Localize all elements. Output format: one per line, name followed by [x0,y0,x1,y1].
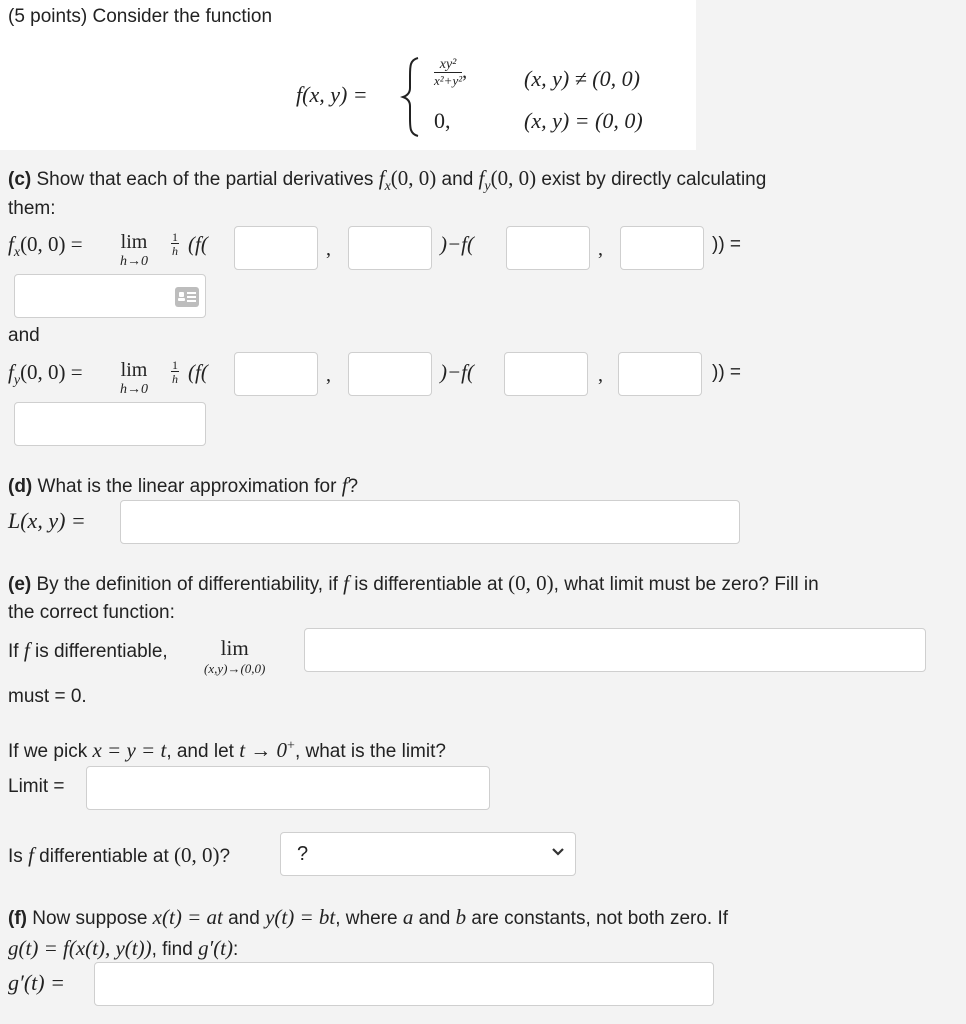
fy-result-input[interactable] [14,402,206,446]
is-differentiable-question: Is f differentiable at (0, 0)? [8,843,231,867]
fy-open: (f( [188,360,208,384]
part-c-prompt: (c) Show that each of the partial derivatives $f_x(0$, 0) and $f_y(0$, 0) exist by directly calculating [8,166,767,194]
case1-condition: (x, y) ≠ (0, 0) [524,66,640,91]
fy-comma-1: , [326,364,331,386]
fx-result-input[interactable] [14,274,206,318]
fx-one-over-h: $\frac{1}{h}$ [172,230,178,258]
g-prime-lhs: g′(t) = [8,970,65,995]
contact-card-icon[interactable] [175,287,199,307]
left-brace-icon [400,56,424,138]
fx-lhs: $f_x(0$, 0) = [8,232,83,261]
case2-condition: (x, y) = (0, 0) [524,108,643,133]
part-e-prompt: (e) By the definition of differentiability, if f is differentiable at (0, 0), what limit must be zero? Fill in [8,571,819,595]
chevron-down-icon [551,845,565,859]
part-e-prompt-cont: the correct function: [8,602,175,623]
case2-value: 0, [434,108,451,133]
fx-comma-1: , [326,238,331,260]
question-header: (5 points) Consider the function [8,6,273,27]
fx-input-4[interactable] [620,226,704,270]
fx-close-eq: )) = [712,234,742,255]
linear-approx-lhs: L(x, y) = [8,508,86,533]
if-differentiable-text: If f is differentiable, [8,638,168,662]
fx-comma-2: , [598,238,603,260]
fx-limit: lim h→0 [120,231,148,269]
fx-input-3[interactable] [506,226,590,270]
fy-input-4[interactable] [618,352,702,396]
fy-lhs: $f_y(0$, 0) = [8,360,83,389]
fy-input-1[interactable] [234,352,318,396]
fy-comma-2: , [598,364,603,386]
part-f-prompt-cont: g(t) = f(x(t), y(t)), find g′(t): [8,936,239,960]
fy-close-eq: )) = [712,362,742,383]
diff-function-input[interactable] [304,628,926,672]
fy-input-2[interactable] [348,352,432,396]
fx-input-1[interactable] [234,226,318,270]
differentiable-select[interactable]: ? [280,832,576,876]
g-prime-input[interactable] [94,962,714,1006]
fy-limit: lim h→0 [120,359,148,397]
must-zero-text: must = 0. [8,686,87,707]
part-d-prompt: (d) What is the linear approximation for f? [8,473,359,497]
limit-label: Limit = [8,776,65,797]
limit-input[interactable] [86,766,490,810]
fy-minus-f: )−f( [440,360,474,384]
fx-minus-f: )−f( [440,232,474,256]
linear-approx-input[interactable] [120,500,740,544]
fy-one-over-h: $\frac{1}{h}$ [172,358,178,386]
fx-open: (f( [188,232,208,256]
fy-input-3[interactable] [504,352,588,396]
fx-input-2[interactable] [348,226,432,270]
part-f-prompt: (f) Now suppose x(t) = at and y(t) = bt, where a and b are constants, not both zero. If [8,905,729,929]
pick-xy-prompt: If we pick x = y = t, and let t → 0+, what is the limit? [8,738,446,762]
function-lhs: f(x, y) = [296,82,368,107]
part-c-prompt-cont: them: [8,198,56,219]
case1-fraction: $\frac{\text{xy²}}{\text{x²+y²}}$ , [434,57,468,88]
diff-limit: lim (x,y)→(0,0) [204,636,266,676]
and-word: and [8,325,40,346]
